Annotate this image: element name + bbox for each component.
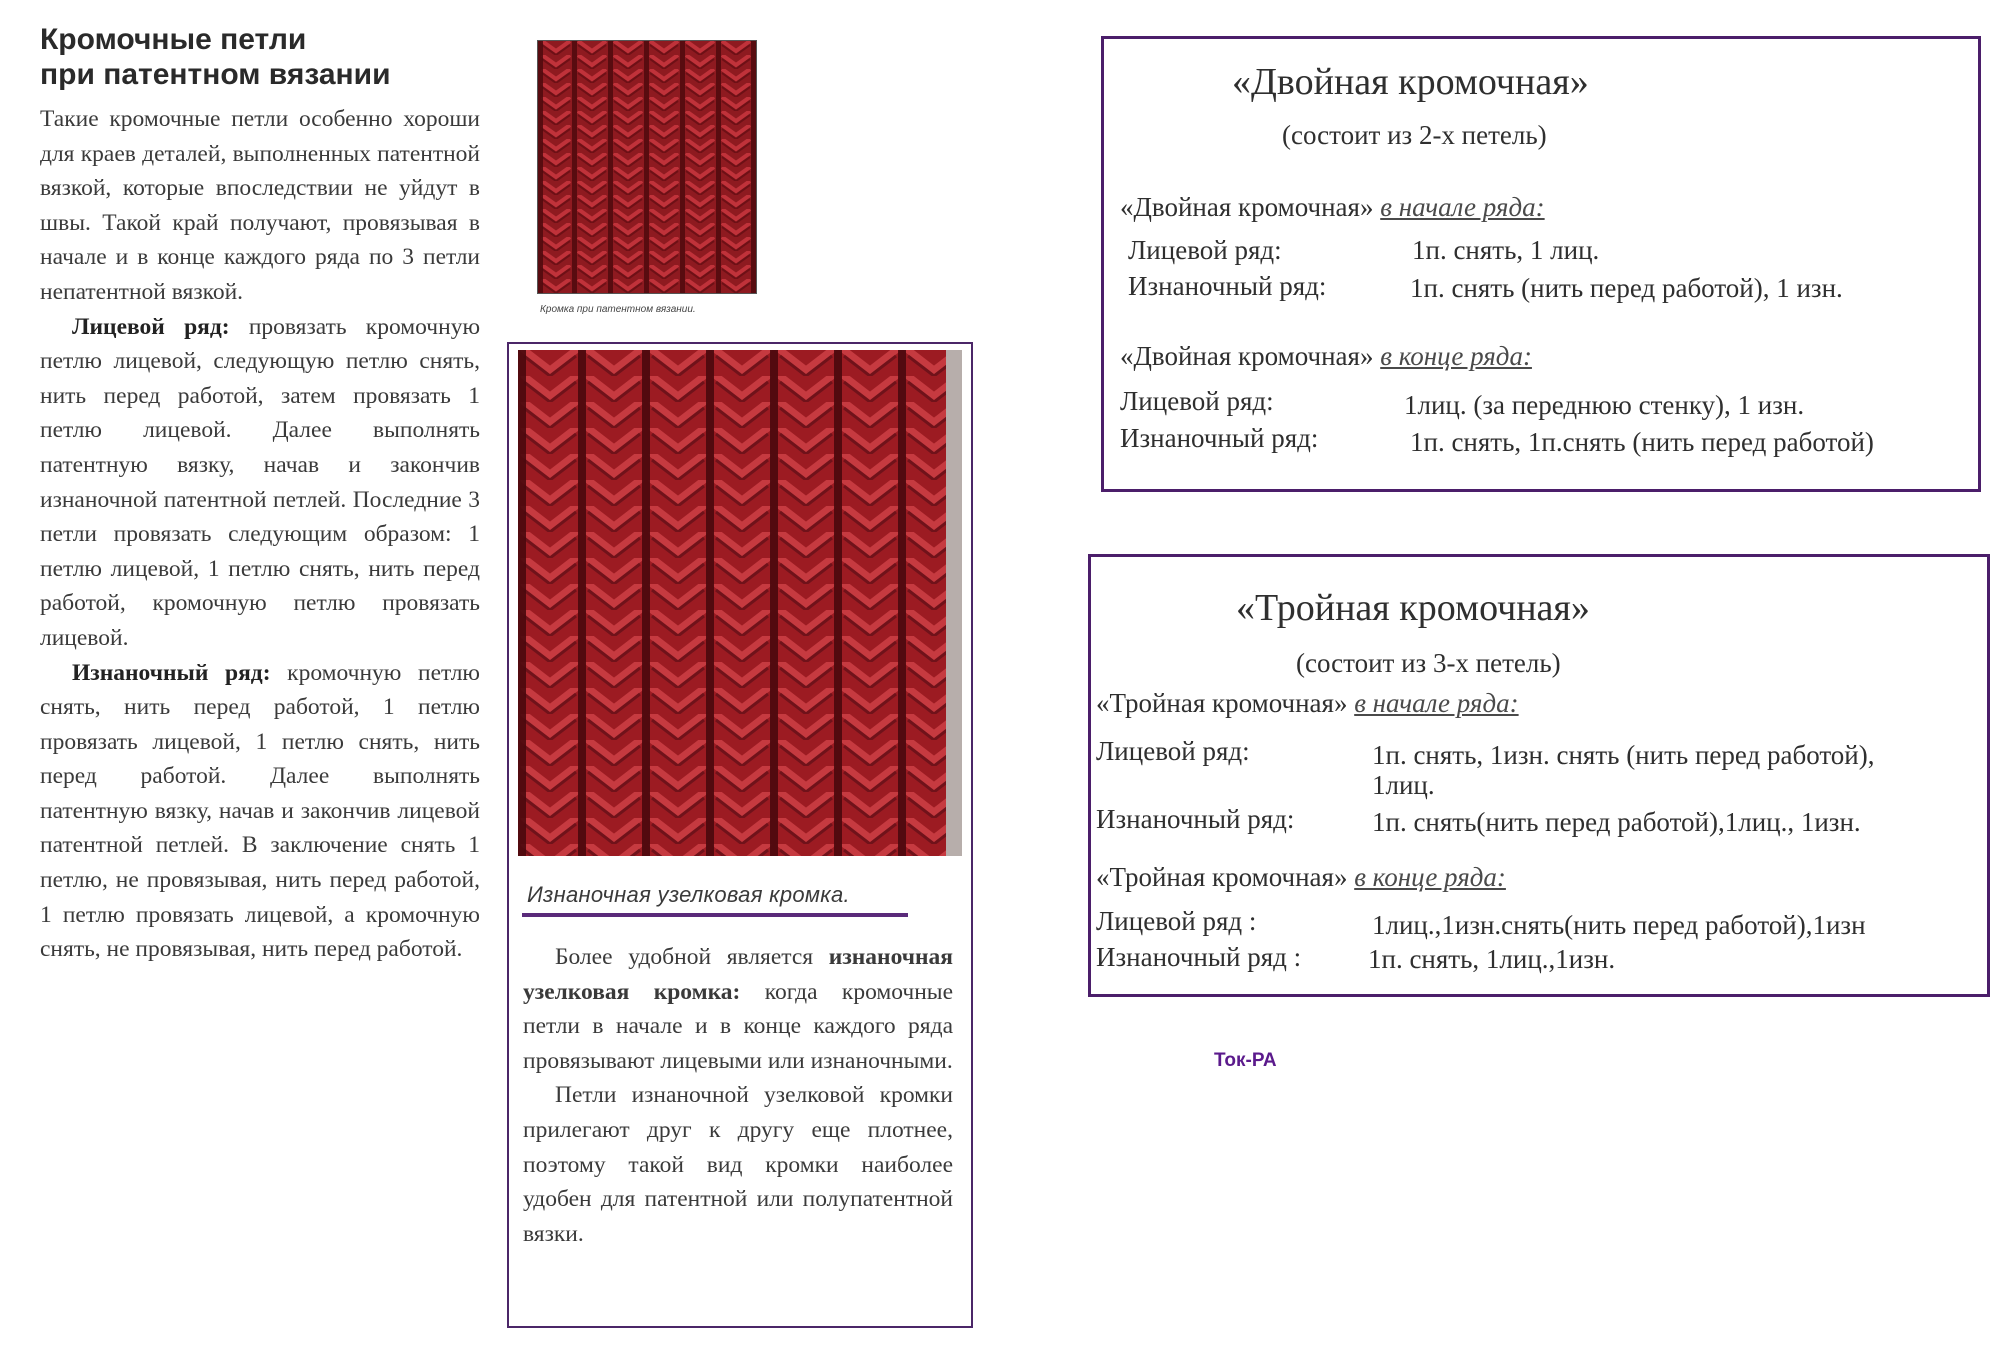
double-end-purl-value: 1п. снять, 1п.снять (нить перед работой) <box>1410 427 1874 457</box>
triple-start-prefix: «Тройная кромочная» <box>1096 688 1355 718</box>
article-intro: Такие кромочные петли особенно хороши для краев деталей, выполненных патентной вязкой, которые впоследствии не уйдут в швы. Такой край получают, провязывая в начале и в конце каждого ряда по 3 петли непатентной вязкой. <box>40 106 480 305</box>
triple-edge-end-heading <box>1096 862 1506 893</box>
article-face-paragraph <box>40 310 480 656</box>
caption-underline <box>522 913 908 917</box>
triple-end-prefix: «Тройная кромочная» <box>1096 862 1355 892</box>
triple-end-face-value: 1лиц.,1изн.снять(нить перед работой),1изн <box>1372 910 1866 940</box>
big-knit-photo <box>518 350 962 856</box>
knot-edge-paragraph-1 <box>523 940 953 1078</box>
double-start-label: в начале ряда: <box>1380 192 1545 222</box>
purl-row-text: кромочную петлю снять, нить перед работой, 1 петлю провязать лицевой, 1 петлю снять, нить перед работой. Далее выполнять патентную вязку, начав и закончив лицевой патентной петлей. В заключение снять 1 петлю, не провязывая, нить перед работой, 1 петлю провязать лицевой, а кромочную снять, не провязывая, нить перед работой. <box>40 659 480 963</box>
triple-end-purl-value: 1п. снять, 1лиц.,1изн. <box>1368 944 1616 974</box>
double-edge-end-heading <box>1120 341 1532 372</box>
article-title-line1: Кромочные петли <box>40 23 307 56</box>
purl-row-label: Изнаночный ряд: <box>72 659 271 686</box>
article-title-line2: при патентном вязании <box>40 58 391 91</box>
triple-start-label: в начале ряда: <box>1354 688 1519 718</box>
triple-end-purl-label: Изнаночный ряд : <box>1096 942 1302 972</box>
knot-edge-text <box>523 940 953 1251</box>
knot-edge-term: изнаночная узелковая кромка: <box>523 944 953 1005</box>
double-edge-start-heading <box>1120 192 1545 223</box>
double-start-face-label: Лицевой ряд: <box>1128 235 1282 265</box>
triple-end-face-label: Лицевой ряд : <box>1096 906 1257 936</box>
triple-start-purl-label: Изнаночный ряд: <box>1096 804 1295 834</box>
knot-edge-lead: Более удобной является <box>555 944 829 970</box>
double-edge-subtitle: (состоит из 2-х петель) <box>1282 120 1547 150</box>
double-end-label: в конце ряда: <box>1380 341 1532 371</box>
triple-start-face-label: Лицевой ряд: <box>1096 736 1250 766</box>
double-end-face-label: Лицевой ряд: <box>1120 386 1274 416</box>
double-end-prefix: «Двойная кромочная» <box>1120 341 1381 371</box>
article-purl-paragraph <box>40 656 480 967</box>
triple-start-face-value-cont: 1лиц. <box>1372 770 1435 800</box>
triple-start-face-value: 1п. снять, 1изн. снять (нить перед работой), <box>1372 740 1875 770</box>
article-title <box>40 22 480 92</box>
double-start-purl-value: 1п. снять (нить перед работой), 1 изн. <box>1410 273 1843 303</box>
knot-edge-rest: когда кромочные петли в начале и в конце каждого ряда провязывают лицевыми или изнаночными. <box>523 978 953 1074</box>
small-photo-caption: Кромка при патентном вязании. <box>540 304 696 315</box>
article <box>40 22 480 967</box>
triple-edge-start-heading <box>1096 688 1519 719</box>
double-start-prefix: «Двойная кромочная» <box>1120 192 1381 222</box>
triple-start-purl-value: 1п. снять(нить перед работой),1лиц., 1изн. <box>1372 807 1861 837</box>
double-end-purl-label: Изнаночный ряд: <box>1120 423 1319 453</box>
double-start-face-value: 1п. снять, 1 лиц. <box>1412 235 1600 265</box>
small-knit-photo <box>537 40 757 294</box>
author-signature: Ток-РА <box>1214 1050 1277 1071</box>
triple-end-label: в конце ряда: <box>1354 862 1506 892</box>
double-edge-title: «Двойная кромочная» <box>1232 61 1589 103</box>
double-end-face-value: 1лиц. (за переднюю стенку), 1 изн. <box>1404 390 1805 420</box>
face-row-label: Лицевой ряд: <box>72 313 230 340</box>
knot-edge-paragraph-2: Петли изнаночной узелковой кромки прилегают друг к другу еще плотнее, поэтому такой вид кромки наиболее удобен для патентной или полупатентной вязки. <box>523 1082 953 1247</box>
face-row-text: провязать кромочную петлю лицевой, следующую петлю снять, нить перед работой, затем провязать 1 петлю лицевой. Далее выполнять патентную вязку, начав и закончив изнаночной патентной петлей. Последние 3 петли провязать следующим образом: 1 петлю лицевой, 1 петлю снять, нить перед работой, кромочную петлю провязать лицевой. <box>40 313 480 651</box>
triple-edge-title: «Тройная кромочная» <box>1236 587 1590 629</box>
double-start-purl-label: Изнаночный ряд: <box>1128 271 1327 301</box>
triple-edge-subtitle: (состоит из 3-х петель) <box>1296 648 1561 678</box>
big-photo-caption: Изнаночная узелковая кромка. <box>527 882 850 907</box>
